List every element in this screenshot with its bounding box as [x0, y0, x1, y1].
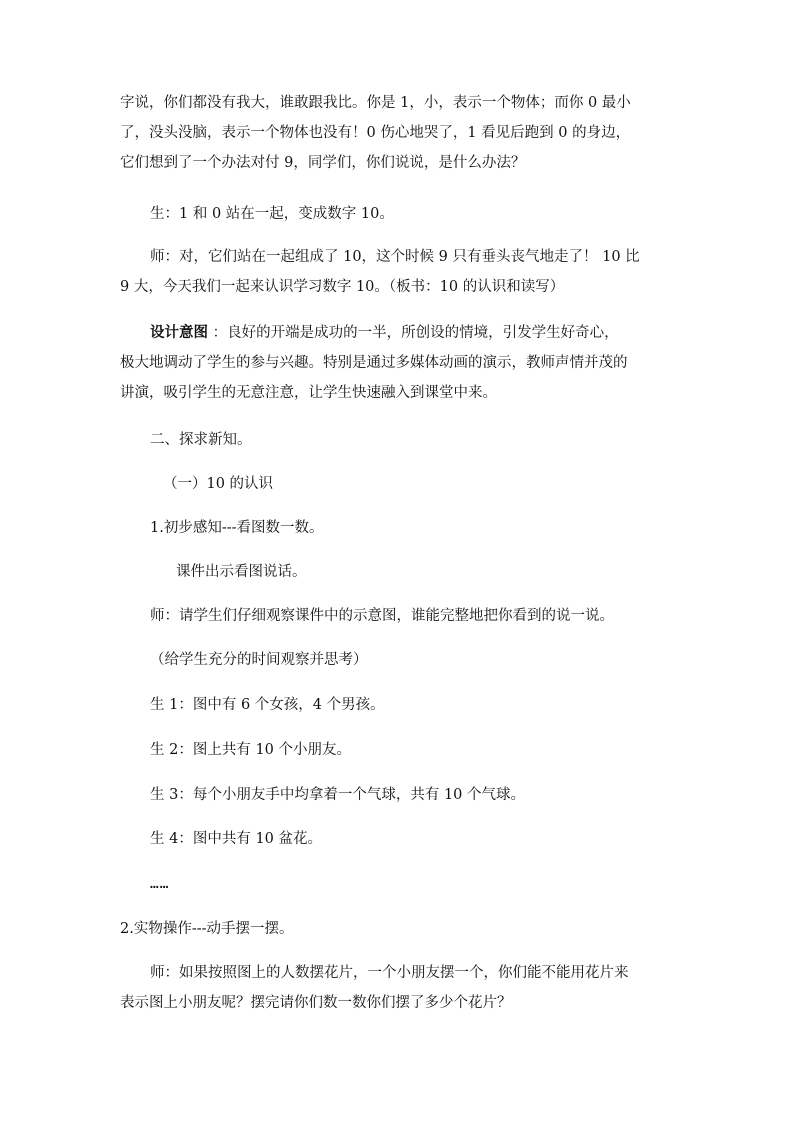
design-intent-line-2: 极大地调动了学生的参与兴趣。特别是通过多媒体动画的演示，教师声情并茂的	[120, 355, 628, 371]
teacher-reply	[120, 242, 680, 302]
teacher-final-paragraph	[120, 958, 680, 1018]
student-response-2: 生 2：图上共有 10 个小朋友。	[150, 742, 352, 758]
student-response-3: 生 3：每个小朋友手中均拿着一个气球，共有 10 个气球。	[150, 787, 526, 803]
story-paragraph	[120, 88, 680, 178]
teacher-final-line-2: 表示图上小朋友呢？摆完请你们数一数你们摆了多少个花片？	[120, 995, 512, 1011]
subsection-heading-one: （一）10 的认识	[163, 476, 274, 492]
design-intent-paragraph	[120, 318, 680, 408]
student-response-4: 生 4：图中共有 10 盆花。	[150, 831, 323, 847]
design-intent-line-1: ：良好的开端是成功的一半，所创设的情境，引发学生好奇心，	[212, 325, 619, 341]
observe-note: （给学生充分的时间观察并思考）	[150, 652, 368, 668]
teacher-question: 师：请学生们仔细观察课件中的示意图，谁能完整地把你看到的说一说。	[150, 608, 614, 624]
teacher-reply-line-1: 师：对，它们站在一起组成了 10，这个时候 9 只有垂头丧气地走了！ 10 比	[150, 249, 640, 265]
story-line-3: 它们想到了一个办法对付 9，同学们，你们说说，是什么办法？	[120, 155, 526, 171]
teacher-reply-line-2: 9 大，今天我们一起来认识学习数字 10。（板书：10 的认识和读写）	[120, 279, 565, 295]
step-two-heading: 2.实物操作---动手摆一摆。	[120, 921, 294, 937]
step-one-heading: 1.初步感知---看图数一数。	[150, 520, 324, 536]
section-heading-two: 二、探求新知。	[150, 432, 252, 448]
courseware-note: 课件出示看图说话。	[176, 564, 307, 580]
design-intent-line-3: 讲演，吸引学生的无意注意，让学生快速融入到课堂中来。	[120, 385, 497, 401]
story-line-2: 了，没头没脑，表示一个物体也没有！0 伤心地哭了，1 看见后跑到 0 的身边，	[120, 125, 631, 141]
ellipsis: ……	[150, 876, 170, 892]
teacher-final-line-1: 师：如果按照图上的人数摆花片，一个小朋友摆一个，你们能不能用花片来	[150, 965, 629, 981]
story-line-1: 字说，你们都没有我大，谁敢跟我比。你是 1，小，表示一个物体；而你 0 最小	[120, 95, 631, 111]
student-answer: 生：1 和 0 站在一起，变成数字 10。	[150, 206, 394, 222]
design-intent-label: 设计意图	[150, 325, 208, 341]
student-response-1: 生 1：图中有 6 个女孩，4 个男孩。	[150, 697, 385, 713]
